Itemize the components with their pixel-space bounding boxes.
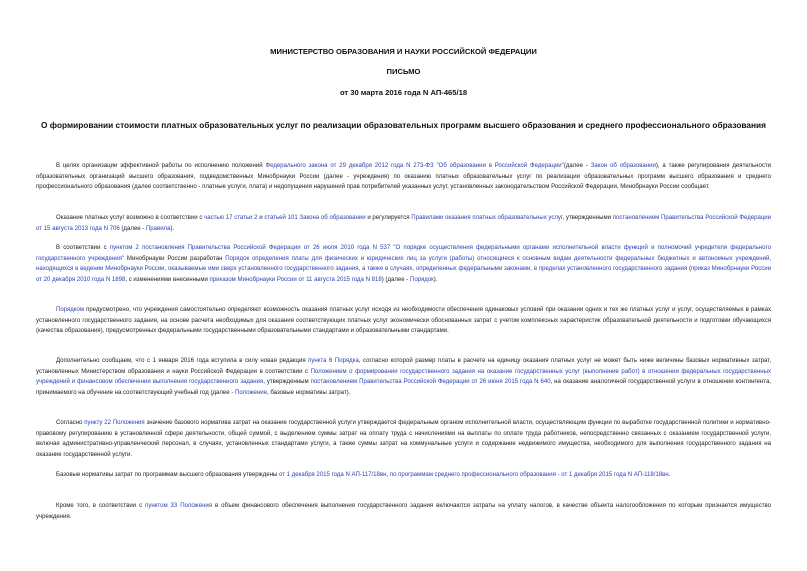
document-link[interactable]: приказ Минобрнауки России от 20 декабря 2010 года N 1898 (36, 266, 771, 283)
paragraph-1 (36, 161, 771, 193)
document-link[interactable]: частью 17 статьи 2 (204, 215, 258, 221)
document-link[interactable]: статьей 101 Закона об образовании (264, 215, 366, 221)
paragraph-text: и регулируется (365, 215, 412, 221)
document-type: ПИСЬМО (386, 67, 421, 76)
paragraph-text: ), а также регулирования деятельности образовательных организаций высшего образования, подведомственных Минобрнауки России (далее - учреждения) по оказанию платных образовательных услуг по реализации образовательных программ высшего образования и среднего профессионального образования (далее соответственно - платные услуги, плата) и недопущения нарушений прав потребителей указанных услуг, установленных законодательством Российской Федерации, Минобрнауки России сообщает. (36, 163, 771, 191)
paragraph-text: , утвержденным (263, 379, 311, 386)
paragraph-text: ( (687, 266, 692, 273)
paragraph-7 (36, 470, 771, 481)
document-link[interactable]: Порядком (56, 307, 85, 313)
paragraph-text: в объем финансового обеспечения выполнения государственного задания включаются затраты на уплату налогов, в качестве объекта налогообложения по которым признается имущество учреждения. (36, 503, 771, 520)
paragraph-3 (36, 243, 771, 285)
paragraph-text: ) (далее - (381, 276, 410, 283)
paragraph-text: . (668, 472, 671, 478)
document-link[interactable]: постановлением Правительства Российской Федерации от 26 июня 2015 года N 640 (310, 379, 551, 386)
document-link[interactable]: пункта 6 Порядка (308, 358, 359, 364)
paragraph-text: Минобрнауки России разработан (124, 255, 226, 262)
paragraph-text: ). (433, 276, 438, 283)
paragraph-text: , согласно которой размер платы в расчете на единицу оказания платных услуг не может быть ниже величины базовых нормативных затрат, установленных Министерством образования и науки Российской Федерации в соответствии с (36, 358, 771, 375)
paragraph-8 (36, 501, 771, 522)
paragraph-text: В целях организации эффективной работы по исполнению положений (56, 163, 266, 169)
paragraph-4 (36, 305, 771, 337)
paragraph-text: В соответствии с (56, 245, 110, 251)
document-link[interactable]: Правила (145, 225, 171, 232)
paragraph-text: , (386, 472, 390, 478)
paragraph-text: , на оказание аналогичной государственной услуги в отношении контингента, принимаемого на обучение на соответствующий учебный год (далее - (36, 379, 771, 396)
document-link[interactable]: Порядок (409, 276, 434, 283)
document-link[interactable]: Правилами оказания платных образовательных услуг (411, 215, 563, 221)
paragraph-text: Кроме того, в соответствии с (56, 503, 146, 509)
document-link[interactable]: по программам среднего профессионального образования - от 1 декабря 2015 года N АП-118/18вн (389, 472, 669, 478)
document-link[interactable]: Порядок определения платы для физических и юридических лиц за услуги (работы) относящиеся к основным видам деятельности федеральных бюджетных и автономных учреждений, находящихся в ведении Минобрнауки России, оказываемые ими сверх установленного государственного задания, а также в случаях, определенных федеральными законами, в пределах установленного государственного задания (36, 255, 772, 273)
paragraph-5 (36, 356, 771, 398)
document-link[interactable]: Федерального закона от 29 декабря 2012 года N 273-ФЗ "Об образовании в Российской Федерации" (265, 163, 564, 169)
paragraph-text: (далее - (119, 225, 146, 232)
document-link[interactable]: пункту 22 Положения (84, 420, 145, 426)
paragraph-text: предусмотрено, что учреждения самостоятельно определяют возможность оказания платных услуг исходя из необходимости обеспечения одинаковых условий при оказании одних и тех же платных услуг и услуг, осуществляемых в рамках установленного государственного задания, на основе расчета необходимых для оказания соответствующих платных услуг экономически обоснованных затрат с учетом комплексных характеристик образовательной деятельности и подготовки обучающихся (качества образования), предусмотренных федеральными государственными образовательными стандартами и образовательными стандартами. (36, 307, 771, 335)
document-link[interactable]: пунктом 33 Положения (145, 503, 213, 509)
paragraph-text: значение базового норматива затрат на оказание государственной услуги утверждается федеральным органом исполнительной власти, осуществляющим функции по выработке государственной политики и нормативно-правовому регулированию в установленной сфере деятельности, общей суммой, с выделением суммы затрат на оплату труда с начислениями на выплаты по оплате труда работников, непосредственно связанных с оказанием государственной услуги, включая административно-управленческий персонал, в случаях, установленных стандартами услуги, а также суммы затрат на коммунальные услуги и содержание недвижимого имущества, необходимого для выполнения государственного задания на оказание государственной услуги. (36, 420, 771, 458)
document-link[interactable]: Положение (235, 389, 267, 396)
paragraph-text: Оказание платных услуг возможно в соответствии с (56, 215, 205, 221)
paragraph-text: Базовые нормативы затрат по программам высшего образования утверждены (56, 472, 279, 478)
paragraph-text: Согласно (56, 420, 85, 426)
paragraph-6 (36, 418, 771, 460)
document-link[interactable]: Закон об образовании (590, 163, 656, 169)
document-link[interactable]: приказом Минобрнауки России от 11 августа 2015 года N 818 (209, 276, 382, 283)
paragraph-2 (36, 213, 771, 234)
paragraph-text: ). (170, 225, 175, 232)
document-link[interactable]: Положением о формировании государственного задания на оказание государственных услуг (выполнение работ) в отношении федеральных государственных учреждений и финансовом обеспечении выполнения государственного задания (36, 368, 771, 386)
document-date-number: от 30 марта 2016 года N АП-465/18 (339, 88, 468, 97)
paragraph-text: Дополнительно сообщаем, что с 1 января 2016 года вступила в силу новая редакция (56, 358, 309, 364)
document-title: О формировании стоимости платных образовательных услуг по реализации образовательных программ высшего образования и среднего профессионального образования (41, 120, 766, 130)
paragraph-text: , утвержденными (562, 215, 613, 221)
document-link[interactable]: пунктом 2 постановления Правительства Российской Федерации от 26 июля 2010 года N 537 "О порядке осуществления федеральными органами исполнительной власти функций и полномочий учредителя федерального государственного учреждения" (36, 245, 771, 262)
paragraph-text: (далее - (563, 163, 591, 169)
paragraph-text: , с изменениями внесенными (125, 276, 210, 283)
document-link[interactable]: от 1 декабря 2015 года N АП-117/18вн (278, 472, 387, 478)
paragraph-text: , базовые нормативы затрат). (267, 389, 351, 396)
ministry-heading: МИНИСТЕРСТВО ОБРАЗОВАНИЯ И НАУКИ РОССИЙСКОЙ ФЕДЕРАЦИИ (270, 47, 537, 56)
paragraph-text: и (257, 215, 265, 221)
document-link[interactable]: постановлением Правительства Российской Федерации от 15 августа 2013 года N 706 (36, 215, 772, 232)
